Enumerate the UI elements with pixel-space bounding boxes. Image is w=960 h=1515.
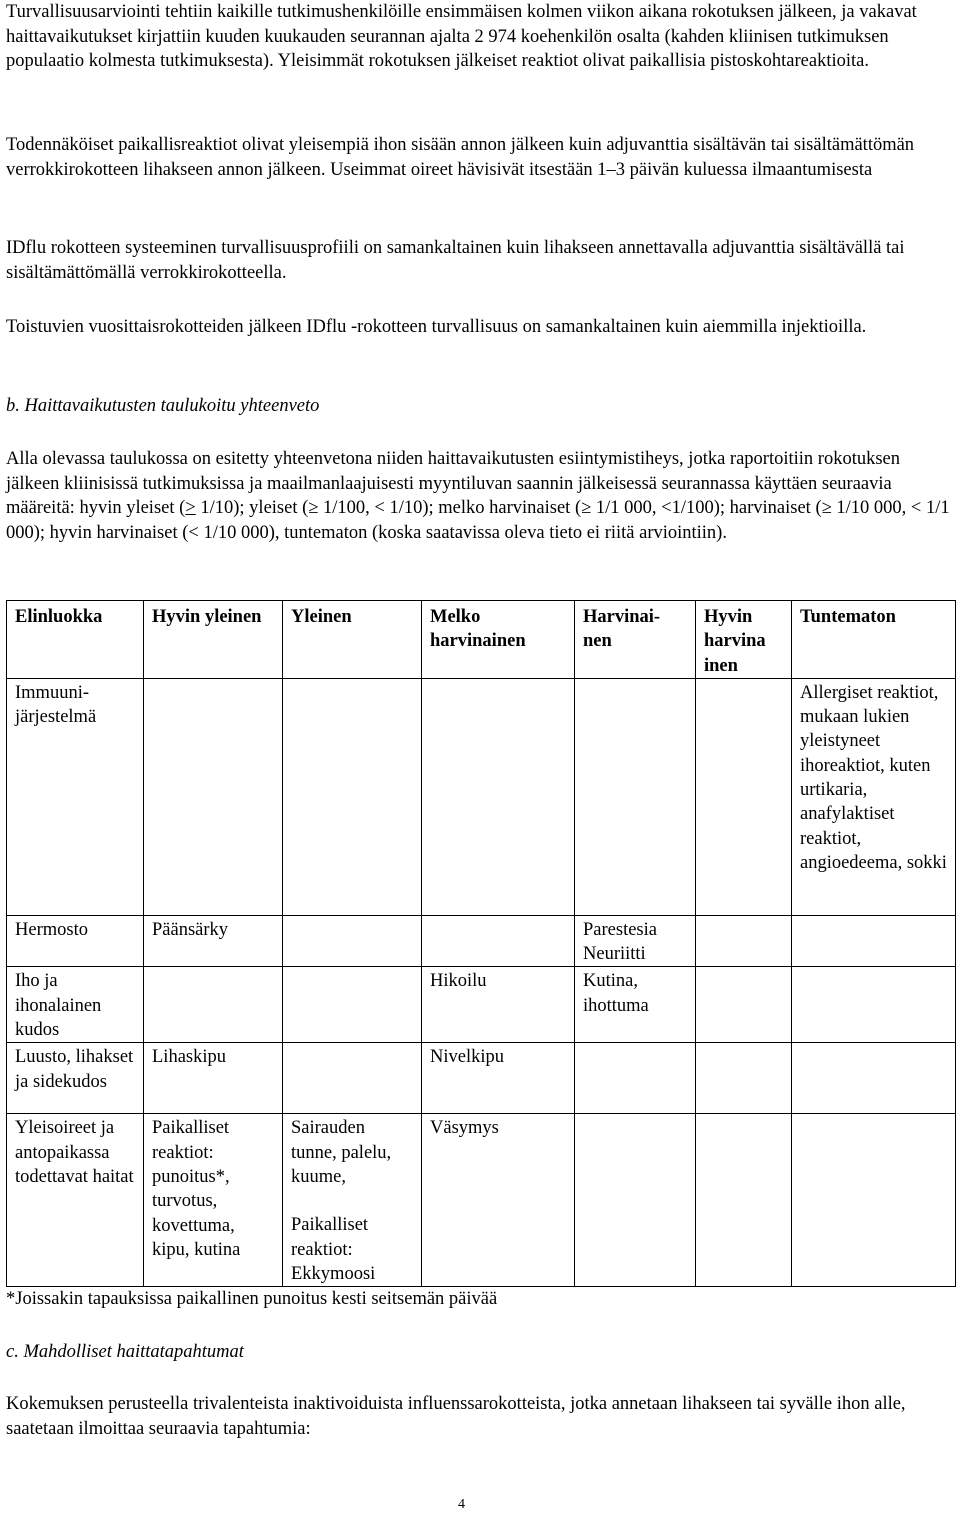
rare-cell — [575, 678, 696, 915]
table-row — [7, 1114, 956, 1287]
uncommon-cell — [422, 678, 575, 915]
very-common-cell: Paikalliset reaktiot: punoitus*, turvotus, kovettuma, kipu, kutina — [144, 1114, 283, 1287]
very-rare-cell — [696, 915, 792, 967]
unknown-cell — [792, 915, 956, 967]
table-row — [7, 915, 956, 967]
very-rare-cell — [696, 1114, 792, 1287]
very-common-cell — [144, 678, 283, 915]
organ-cell: Yleisoireet ja antopaikassa todettavat haitat — [7, 1114, 144, 1287]
unknown-cell — [792, 1114, 956, 1287]
common-text-a: Sairauden tunne, palelu, kuume, — [291, 1118, 392, 1187]
header-hyvin-yleinen: Hyvin yleinen — [144, 601, 283, 679]
section-b-heading: b. Haittavaikutusten taulukoitu yhteenveto — [6, 396, 320, 416]
rare-cell: Kutina, ihottuma — [575, 967, 696, 1043]
common-cell — [283, 678, 422, 915]
page-number: 4 — [458, 1497, 465, 1512]
section-c-heading: c. Mahdolliset haittatapahtumat — [6, 1342, 244, 1362]
header-elinluokka: Elinluokka — [7, 601, 144, 679]
common-cell — [283, 967, 422, 1043]
organ-cell: Iho ja ihonalainen kudos — [7, 967, 144, 1043]
header-yleinen: Yleinen — [283, 601, 422, 679]
common-text-b: Paikalliset reaktiot: Ekkymoosi — [291, 1215, 376, 1284]
table-row — [7, 967, 956, 1043]
uncommon-cell: Väsymys — [422, 1114, 575, 1287]
table-row — [7, 678, 956, 915]
frequency-definition-paragraph — [6, 447, 954, 545]
very-rare-cell — [696, 967, 792, 1043]
common-cell — [283, 915, 422, 967]
uncommon-cell: Nivelkipu — [422, 1043, 575, 1114]
table-row — [7, 1043, 956, 1114]
header-harvinainen: Harvinai-nen — [575, 601, 696, 679]
frequency-text-start: Alla olevassa taulukossa on esitetty yhteenvetona niiden haittavaikutusten esiintymistiheys, jotka raportoitiin rokotuksen jälkeen kliinisissä tutkimuksissa ja maailmanlaajuisesti myyntiluvan saannin jälkeisessä seurannassa käyttäen seuraavia määreitä: hyvin yleiset ( — [6, 449, 900, 518]
rare-cell: Parestesia Neuriitti — [575, 915, 696, 967]
table-footnote: *Joissakin tapauksissa paikallinen punoitus kesti seitsemän päivää — [6, 1289, 498, 1309]
rare-cell — [575, 1114, 696, 1287]
table-header-row — [7, 601, 956, 679]
very-rare-cell — [696, 678, 792, 915]
organ-cell: Immuuni-järjestelmä — [7, 678, 144, 915]
greater-equal-symbol: > — [185, 498, 196, 518]
very-common-cell: Lihaskipu — [144, 1043, 283, 1114]
unknown-cell — [792, 1043, 956, 1114]
header-melko-harvinainen: Melko harvinainen — [422, 601, 575, 679]
rare-cell — [575, 1043, 696, 1114]
intro-paragraph-1: Turvallisuusarviointi tehtiin kaikille tutkimushenkilöille ensimmäisen kolmen viikon aikana rokotuksen jälkeen, ja vakavat haittavaikutukset kirjattiin kuuden kuukauden seurannan ajalta 2 974 koehenkilön osalta (kahden kliinisen tutkimuksen populaatio kolmesta tutkimuksesta). Yleisimmät rokotuksen jälkeiset reaktiot olivat paikallisia pistoskohtareaktioita. — [6, 2, 917, 71]
intro-paragraph-2: Todennäköiset paikallisreaktiot olivat yleisempiä ihon sisään annon jälkeen kuin adjuvanttia sisältävän tai sisältämättömän verrokkirokotteen lihakseen annon jälkeen. Useimmat oireet hävisivät itsestään 1–3 päivän kuluessa ilmaantumisesta — [6, 135, 915, 180]
organ-cell: Luusto, lihakset ja sidekudos — [7, 1043, 144, 1114]
intro-paragraph-4: Toistuvien vuosittaisrokotteiden jälkeen IDflu -rokotteen turvallisuus on samankaltainen kuin aiemmilla injektioilla. — [6, 317, 867, 337]
common-cell — [283, 1114, 422, 1287]
frequency-text-end: 1/10); yleiset (≥ 1/100, < 1/10); melko harvinaiset (≥ 1/1 000, <1/100); harvinaiset (≥ 1/10 000, < 1/1 000); hyvin harvinaiset (< 1/10 000), tuntematon (koska saatavissa oleva tieto ei riitä arviointiin). — [6, 498, 950, 543]
unknown-cell: Allergiset reaktiot, mukaan lukien yleistyneet ihoreaktiot, kuten urtikaria, anafylaktiset reaktiot, angioedeema, sokki — [792, 678, 956, 915]
very-rare-cell — [696, 1043, 792, 1114]
header-hyvin-harvinainen: Hyvin harvina inen — [696, 601, 792, 679]
organ-cell: Hermosto — [7, 915, 144, 967]
uncommon-cell — [422, 915, 575, 967]
section-c-paragraph: Kokemuksen perusteella trivalenteista inaktivoiduista influenssarokotteista, jotka annetaan lihakseen tai syvälle ihon alle, saatetaan ilmoittaa seuraavia tapahtumia: — [6, 1394, 906, 1439]
adverse-effects-table — [6, 600, 956, 1287]
uncommon-cell: Hikoilu — [422, 967, 575, 1043]
common-cell — [283, 1043, 422, 1114]
very-common-cell — [144, 967, 283, 1043]
header-tuntematon: Tuntematon — [792, 601, 956, 679]
unknown-cell — [792, 967, 956, 1043]
intro-paragraph-3: IDflu rokotteen systeeminen turvallisuusprofiili on samankaltainen kuin lihakseen annettavalla adjuvanttia sisältävällä tai sisältämättömällä verrokkirokotteella. — [6, 238, 905, 283]
very-common-cell: Päänsärky — [144, 915, 283, 967]
